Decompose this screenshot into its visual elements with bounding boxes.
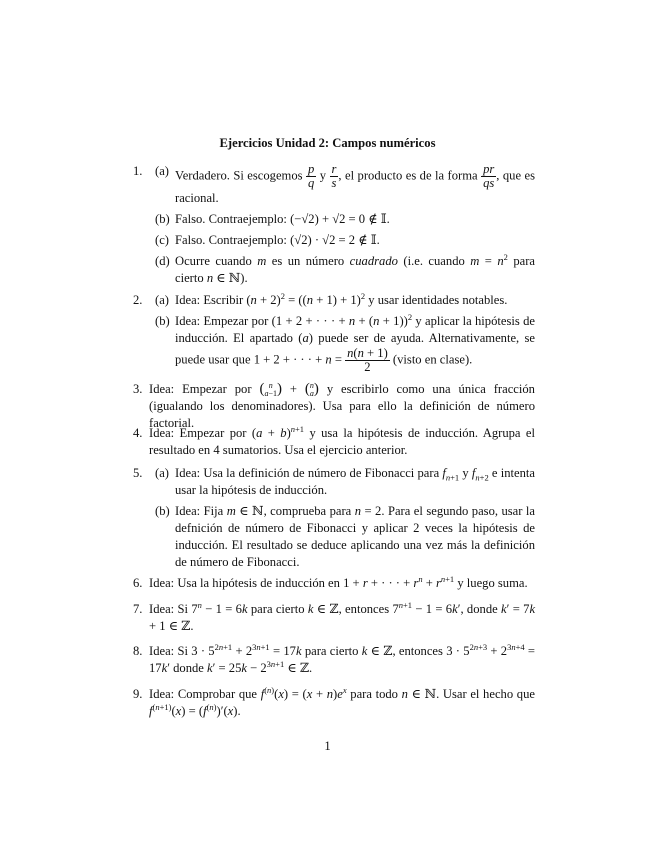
exercise-2: 2. (a) Idea: Escribir $(n + 2)^2 = ((n + 1) + 1)^2$ y usar identidades notables. (b) Idea: Empezar por (1 + 2 + · · · + n + (n + 1))$^2$ y aplicar la hipótesis de inducción. El apartado (a) puede ser de ayuda. Alternativamente, se puede usar que 1 + 2 + · · · + n = $\frac{n(n + 1)}{2}$ (visto en clase). — [133, 290, 536, 374]
page-title: Ejercicios Unidad 2: Campos numéricos — [219, 136, 436, 150]
page-number: 1 — [324, 739, 331, 753]
part-a: (a) Idea: Usa la definición de número de Fibonacci para $f_{n+1}$ y $f_{n+2}$ e intenta usar la hipótesis de inducción. — [155, 466, 535, 497]
part-c: (c) Falso. Contraejemplo: (√2) · √2 = 2 ∉ 𝕀. — [155, 233, 380, 247]
exercise-number: 1. — [133, 164, 143, 178]
part-b: (b) Idea: Fija m ∈ ℕ, comprueba para n = 2. Para el segundo paso, usar la defnición de número de Fibonacci y aplicar 2 veces la hipótesis de inducción. El resultado se deduce aplicando una vez más la definición de número de Fibonacci. — [155, 504, 536, 569]
part-b: (b) Idea: Empezar por (1 + 2 + · · · + n + (n + 1))$^2$ y aplicar la hipótesis de inducción. El apartado (a) puede ser de ayuda. Alternativamente, se puede usar que 1 + 2 + · · · + n = $\frac{n(n + 1)}{2}$ (visto en clase). — [155, 311, 536, 374]
exercise-3: 3. Idea: Empezar por ( n a−1) + (n a) y escribirlo como una única fracción (igualando los denominadores). Usa para ello la definición de número factorial. — [133, 381, 535, 431]
exercise-9: 9. Idea: Comprobar que $f^{(n)}(x) = (x + n)e^x$ para todo n ∈ ℕ. Usar el hecho que $f^{(n+1)}(x) = (f^{(n)})'(x)$. — [133, 684, 535, 718]
part-a: (a) Idea: Escribir $(n + 2)^2 = ((n + 1) + 1)^2$ y usar identidades notables. — [155, 290, 508, 307]
exercise-5: 5. (a) Idea: Usa la definición de número de Fibonacci para $f_{n+1}$ y $f_{n+2}$ e intenta usar la hipótesis de inducción. (b) Idea: Fija m ∈ ℕ, comprueba para n = 2. Para el segundo paso, usar la defnición de número de Fibonacci y aplicar 2 veces la hipótesis de inducción. El resultado se deduce aplicando una vez más la definición de número de Fibonacci. — [133, 466, 536, 569]
part-b: (b) Falso. Contraejemplo: (−√2) + √2 = 0 ∉ 𝕀. — [155, 212, 390, 226]
exercise-1 — [133, 163, 535, 287]
exercise-6: 6. Idea: Usa la hipótesis de inducción en 1 + r + · · · + $r^n + r^{n+1}$ y luego suma. — [133, 573, 528, 590]
part-d: (d) Ocurre cuando m es un número cuadrado (i.e. cuando $m = n^2$ para cierto n ∈ ℕ). — [155, 251, 536, 285]
exercise-4: 4. Idea: Empezar por $(a + b)^{n+1}$ y usa la hipótesis de inducción. Agrupa el resultado en 4 sumatorios. Usa el ejercicio anterior. — [133, 423, 535, 457]
exercise-8: 8. Idea: Si $3 \cdot 5^{2n+1} + 2^{3n+1} = 17k$ para cierto k ∈ ℤ, entonces $3 \cdot 5^{2n+3} + 2^{3n+4} = 17k'$ donde $k' = 25k - 2^{3n+1}$ ∈ ℤ. — [133, 641, 536, 675]
part-a: (a) Verdadero. Si escogemos $\frac{p}{q}$ y $\frac{r}{s}$ , el producto es de la forma $\frac{pr}{qs}$ , que es racional. — [155, 162, 535, 205]
exercise-7: 7. Idea: Si $7^n - 1 = 6k$ para cierto k ∈ ℤ, entonces $7^{n+1} - 1 = 6k'$, donde k′ = 7k + 1 ∈ ℤ. — [133, 599, 536, 633]
